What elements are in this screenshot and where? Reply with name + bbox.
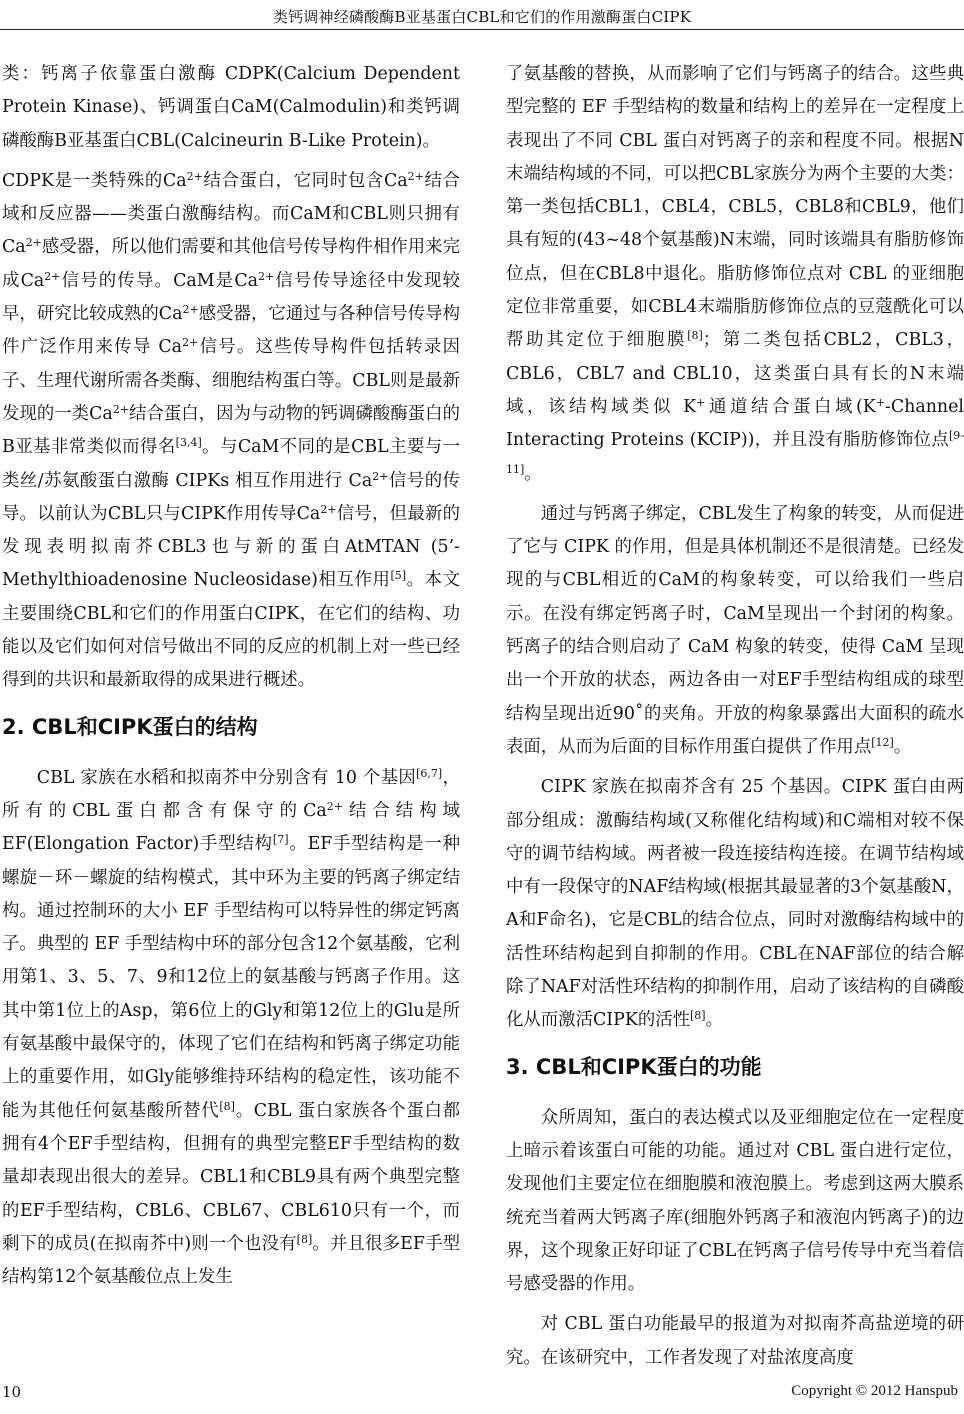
section-heading-3: 3. CBL和CIPK蛋白的功能 bbox=[506, 1054, 762, 1079]
right-column bbox=[506, 58, 964, 1375]
left-paragraph-2: CDPK是一类特殊的$Ca^{2+}$结合蛋白，它同时包含$Ca^{2+}$结合域和反应器——类蛋白激酶结构。而CaM和CBL则只拥有$Ca^{2+}$感受器，所以他们需要和其他信号传导构件相作用来完成$Ca^{2+}$信号的传导。CaM是$Ca^{2+}$信号传导途径中发现较早，研究比较成熟的$Ca^{2+}$感受器，它通过与各种信号传导构件广泛作用来传导 $Ca^{2+}$信号。这些传导构件包括转录因子、生理代谢所需各类酶、细胞结构蛋白等。CBL则是最新发现的一类$Ca^{2+}$结合蛋白，因为与动物的钙调磷酸酶蛋白的B亚基非常类似而得名[3,4]。与CaM不同的是CBL主要与一类丝/苏氨酸蛋白激酶 CIPKs 相互作用进行 $Ca^{2+}$信号的传导。以前认为CBL只与CIPK作用传导$Ca^{2+}$信号，但最新的发现表明拟南芥CBL3也与新的蛋白AtMTAN (5’-Methylthioadenosine Nucleosidase)相互作用[5]。本文主要围绕CBL和它们的作用蛋白CIPK，在它们的结构、功能以及它们如何对信号做出不同的反应的机制上对一些已经得到的共识和最新取得的成果进行概述。 bbox=[2, 169, 461, 691]
citation: [6,7] bbox=[416, 766, 443, 780]
citation: [5] bbox=[390, 569, 407, 583]
right-paragraph-1: 了氨基酸的替换，从而影响了它们与钙离子的结合。这些典型完整的 EF 手型结构的数量和结构上的差异在一定程度上表现出了不同 CBL 蛋白对钙离子的亲和程度不同。根据N末端结构域的不同，可以把CBL家族分为两个主要的大类：第一类包括CBL1，CBL4，CBL5，CBL8和CBL9，他们具有短的(43~48个氨基酸)N末端，同时该端具有脂肪修饰位点，但在CBL8中退化。脂肪修饰位点对 CBL 的亚细胞定位非常重要，如CBL4末端脂肪修饰位点的豆蔻酰化可以帮助其定位于细胞膜[8]；第二类包括CBL2，CBL3，CBL6，CBL7 and CBL10，这类蛋白具有长的N末端域，该结构域类似 K+通道结合蛋白域(K+-Channel Interacting Proteins (KCIP))，并且没有脂肪修饰位点[9-11]。 bbox=[506, 64, 964, 484]
page-number: 10 bbox=[2, 1383, 22, 1401]
right-paragraph-3: CIPK 家族在拟南芥含有 25 个基因。CIPK 蛋白由两部分组成：激酶结构域(又称催化结构域)和C端相对较不保守的调节结构域。两者被一段连接结构连接。在调节结构域中有一段保守的NAF结构域(根据其最显著的3个氨基酸N，A和F命名)，它是CBL的结合位点，同时对激酶结构域中的活性环结构起到自抑制的作用。CBL在NAF部位的结合解除了NAF对活性环结构的抑制作用，启动了该结构的自磷酸化从而激活CIPK的活性[8]。 bbox=[506, 777, 964, 1031]
left-column bbox=[2, 58, 460, 1294]
copyright-notice: Copyright © 2012 Hanspub bbox=[791, 1383, 958, 1399]
citation: [7] bbox=[272, 833, 289, 847]
left-paragraph-3: CBL 家族在水稻和拟南芥中分别含有 10 个基因[6,7]，所有的CBL蛋白都含有保守的$Ca^{2+}$结合结构域EF(Elongation Factor)手型结构[7]。EF手型结构是一种螺旋－环－螺旋的结构模式，其中环为主要的钙离子绑定结构。通过控制环的大小 EF 手型结构可以特异性的绑定钙离子。典型的 EF 手型结构中环的部分包含12个氨基酸，它利用第1、3、5、7、9和12位上的氨基酸与钙离子作用。这其中第1位上的Asp，第6位上的Gly和第12位上的Glu是所有氨基酸中最保守的，体现了它们在结构和钙离子绑定功能上的重要作用，如Gly能够维持环结构的稳定性，该功能不能为其他任何氨基酸所替代[8]。CBL 蛋白家族各个蛋白都拥有4个EF手型结构，但拥有的典型完整EF手型结构的数量却表现出很大的差异。CBL1和CBL9具有两个典型完整的EF手型结构，CBL6、CBL67、CBL610只有一个，而剩下的成员(在拟南芥中)则一个也没有[8]。并且很多EF手型结构第12个氨基酸位点上发生 bbox=[2, 766, 461, 1288]
right-paragraph-2: 通过与钙离子绑定，CBL发生了构象的转变，从而促进了它与 CIPK 的作用，但是具体机制还不是很清楚。已经发现的与CBL相近的CaM的构象转变，可以给我们一些启示。在没有绑定钙离子时，CaM呈现出一个封闭的构象。钙离子的结合则启动了 CaM 构象的转变，使得 CaM 呈现出一个开放的状态，两边各由一对EF手型结构组成的球型结构呈现出近90˚的夹角。开放的构象暴露出大面积的疏水表面，从而为后面的目标作用蛋白提供了作用点[12]。 bbox=[506, 503, 964, 757]
citation: [9-11] bbox=[506, 429, 964, 476]
running-header: 类钙调神经磷酸酶B亚基蛋白CBL和它们的作用激酶蛋白CIPK bbox=[272, 8, 692, 26]
citation: [8] bbox=[296, 1232, 313, 1246]
citation: [8] bbox=[687, 329, 703, 343]
citation: [3,4] bbox=[175, 436, 202, 450]
header-rule bbox=[0, 29, 964, 30]
right-paragraph-5: 对 CBL 蛋白功能最早的报道为对拟南芥高盐逆境的研究。在该研究中，工作者发现了对盐浓度高度 bbox=[506, 1314, 964, 1368]
citation: [12] bbox=[871, 735, 894, 749]
left-paragraph-1: 类：钙离子依靠蛋白激酶 CDPK(Calcium Dependent Protein Kinase)、钙调蛋白CaM(Calmodulin)和类钙调磷酸酶B亚基蛋白CBL(Calcineurin B-Like Protein)。 bbox=[2, 64, 460, 151]
citation: [8] bbox=[690, 1009, 706, 1023]
citation: [8] bbox=[219, 1099, 235, 1113]
section-heading-2: 2. CBL和CIPK蛋白的结构 bbox=[2, 714, 258, 739]
right-paragraph-4: 众所周知，蛋白的表达模式以及亚细胞定位在一定程度上暗示着该蛋白可能的功能。通过对 CBL 蛋白进行定位，发现他们主要定位在细胞膜和液泡膜上。考虑到这两大膜系统充当着两大钙离子库(细胞外钙离子和液泡内钙离子)的边界，这个现象正好印证了CBL在钙离子信号传导中充当着信号感受器的作用。 bbox=[506, 1107, 964, 1295]
